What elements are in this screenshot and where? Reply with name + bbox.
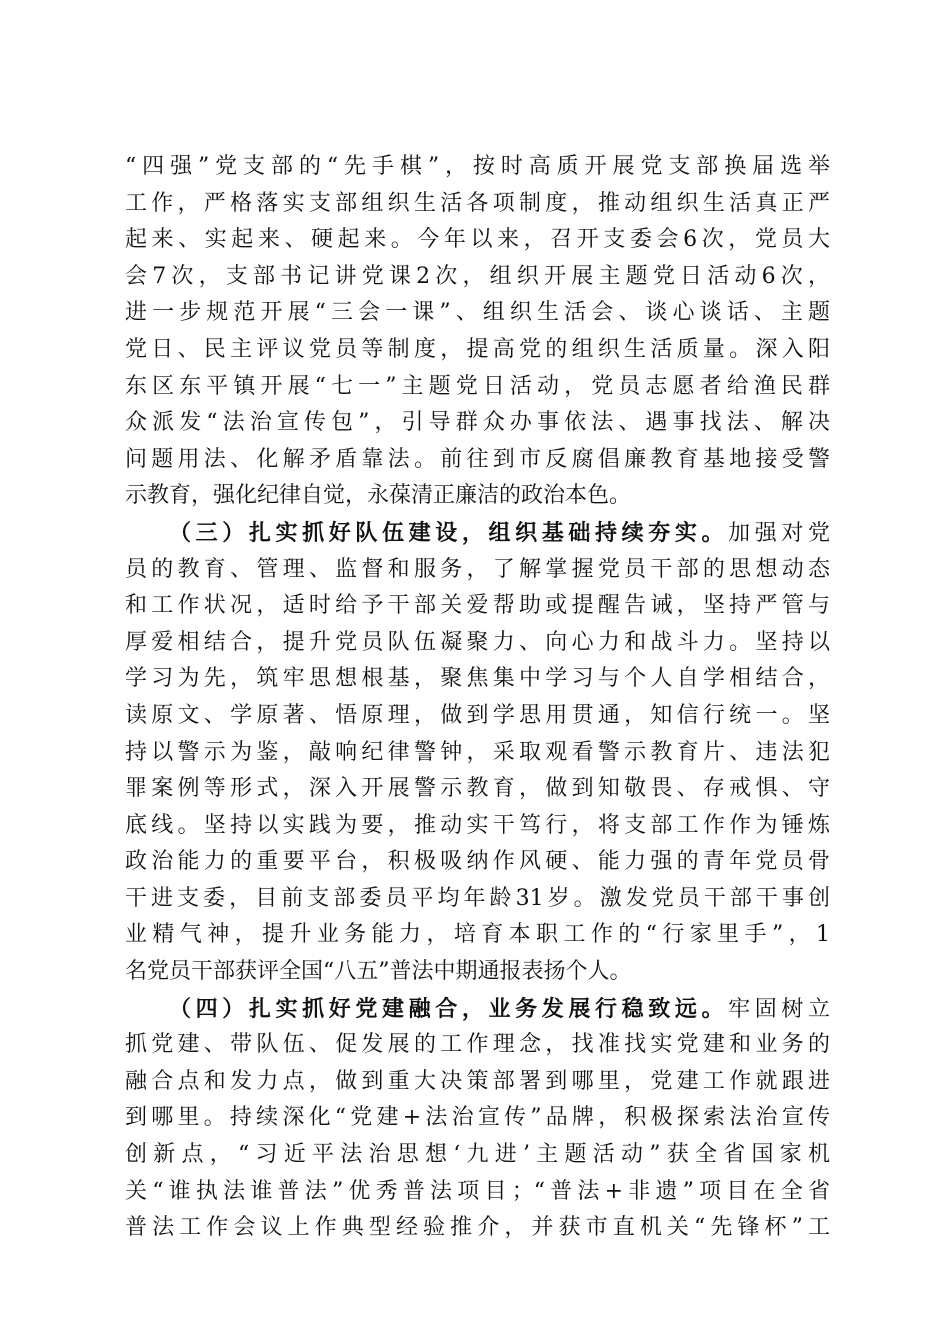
text-line (125, 515, 830, 552)
section-heading: （三）扎实抓好队伍建设，组织基础持续夯实。 (169, 519, 729, 546)
text-line: 起来、实起来、硬起来。今年以来，召开支委会6次，党员大 (125, 227, 830, 253)
text-line: 融合点和发力点，做到重大决策部署到哪里，党建工作就跟进 (125, 1068, 830, 1094)
text-line: 示教育，强化纪律自觉，永葆清正廉洁的政治本色。 (125, 483, 632, 509)
paragraph-1 (125, 149, 830, 515)
text-run: 加强对党 (728, 520, 830, 546)
text-line: 抓党建、带队伍、促发展的工作理念，找准找实党建和业务的 (125, 1032, 830, 1058)
text-run: 牢固树立 (728, 996, 830, 1022)
text-line (125, 991, 830, 1028)
text-line: 和工作状况，适时给予干部关爱帮助或提醒告诫，坚持严管与 (125, 593, 830, 619)
text-line: 普法工作会议上作典型经验推介，并获市直机关“先锋杯”工 (125, 1215, 830, 1241)
text-line: 到哪里。持续深化“党建+法治宣传”品牌，积极探索法治宣传 (125, 1105, 830, 1131)
section-heading: （四）扎实抓好党建融合，业务发展行稳致远。 (169, 995, 729, 1022)
text-line: 众派发“法治宣传包”，引导群众办事依法、遇事找法、解决 (125, 410, 830, 436)
text-line: 学习为先，筑牢思想根基，聚焦集中学习与个人自学相结合， (125, 666, 830, 692)
text-line: 会7次，支部书记讲党课2次，组织开展主题党日活动6次， (125, 263, 830, 289)
text-line: “四强”党支部的“先手棋”，按时高质开展党支部换届选举 (125, 154, 830, 179)
text-line: 党日、民主评议党员等制度，提高党的组织生活质量。深入阳 (125, 336, 830, 362)
text-line: 东区东平镇开展“七一”主题党日活动，党员志愿者给渔民群 (125, 373, 830, 399)
text-line: 名党员干部获评全国“八五”普法中期通报表扬个人。 (125, 959, 632, 985)
text-line: 问题用法、化解矛盾靠法。前往到市反腐倡廉教育基地接受警 (125, 446, 830, 472)
text-line: 干进支委，目前支部委员平均年龄31岁。激发党员干部干事创 (125, 885, 830, 911)
text-line: 持以警示为鉴，敲响纪律警钟，采取观看警示教育片、违法犯 (125, 739, 830, 765)
text-line: 工作，严格落实支部组织生活各项制度，推动组织生活真正严 (125, 190, 830, 216)
paragraph-2 (125, 515, 830, 991)
text-line: 业精气神，提升业务能力，培育本职工作的“行家里手”，1 (125, 922, 830, 948)
body-text (125, 149, 830, 1247)
text-line: 厚爱相结合，提升党员队伍凝聚力、向心力和战斗力。坚持以 (125, 629, 830, 655)
paragraph-3 (125, 991, 830, 1247)
text-line: 员的教育、管理、监督和服务，了解掌握党员干部的思想动态 (125, 556, 830, 582)
text-line: 政治能力的重要平台，积极吸纳作风硬、能力强的青年党员骨 (125, 849, 830, 875)
text-line: 读原文、学原著、悟原理，做到学思用贯通，知信行统一。坚 (125, 702, 830, 728)
text-line: 罪案例等形式，深入开展警示教育，做到知敬畏、存戒惧、守 (125, 776, 830, 802)
text-line: 创新点，“习近平法治思想‘九进’主题活动”获全省国家机 (125, 1142, 830, 1168)
text-line: 底线。坚持以实践为要，推动实干笃行，将支部工作作为锤炼 (125, 812, 830, 838)
text-line: 进一步规范开展“三会一课”、组织生活会、谈心谈话、主题 (125, 300, 830, 326)
text-line: 关“谁执法谁普法”优秀普法项目；“普法+非遗”项目在全省 (125, 1178, 830, 1204)
